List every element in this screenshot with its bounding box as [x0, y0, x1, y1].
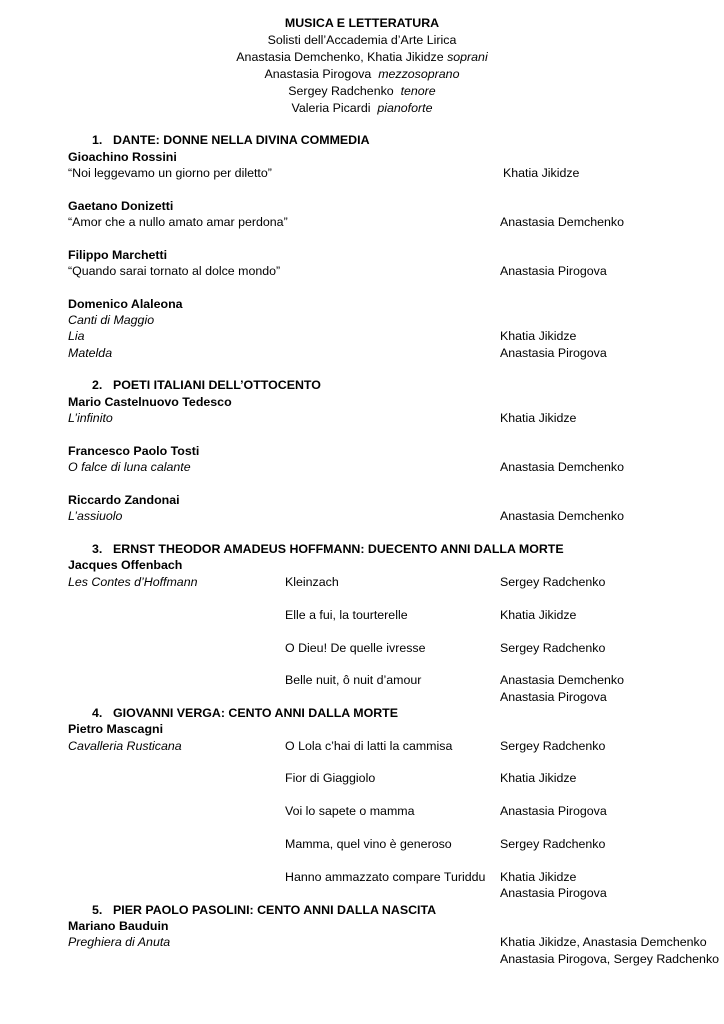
- section-number: 5.: [92, 903, 103, 917]
- opera-title: Les Contes d’Hoffmann: [68, 575, 198, 589]
- singer-name: Anastasia Demchenko: [500, 460, 624, 474]
- mezzo-line: [0, 66, 724, 83]
- singer-name: Anastasia Pirogova: [500, 346, 607, 360]
- program-subtitle: Solisti dell’Accademia d’Arte Lirica: [267, 33, 457, 47]
- singer-name: Khatia Jikidze: [500, 771, 577, 785]
- piano-name: Valeria Picardi: [291, 101, 371, 115]
- section-heading-5: [92, 902, 436, 919]
- section-heading-3: [92, 541, 564, 558]
- opera-title: Cavalleria Rusticana: [68, 739, 182, 753]
- aria-title: Elle a fui, la tourterelle: [285, 608, 408, 622]
- singer-name: Khatia Jikidze: [500, 608, 577, 622]
- program-title: MUSICA E LETTERATURA: [284, 16, 440, 30]
- section-number: 4.: [92, 706, 103, 720]
- aria-title: Voi lo sapete o mamma: [285, 804, 415, 818]
- singer-name: Anastasia Demchenko: [500, 509, 624, 523]
- singer-name: Anastasia Pirogova: [500, 886, 607, 900]
- composer-name: Mariano Bauduin: [68, 919, 169, 933]
- singer-name: Khatia Jikidze: [500, 870, 577, 884]
- section-title: GIOVANNI VERGA: CENTO ANNI DALLA MORTE: [113, 706, 398, 720]
- singer-name: Sergey Radchenko: [500, 641, 606, 655]
- singer-name: Anastasia Demchenko: [500, 215, 624, 229]
- aria-title: Fior di Giaggiolo: [285, 771, 376, 785]
- section-number: 3.: [92, 542, 103, 556]
- singer-name: Khatia Jikidze: [503, 166, 580, 180]
- composer-name: Mario Castelnuovo Tedesco: [68, 395, 232, 409]
- piece-title: “Noi leggevamo un giorno per diletto”: [68, 166, 272, 180]
- mezzo-role: mezzosoprano: [378, 67, 460, 81]
- composer-name: Francesco Paolo Tosti: [68, 444, 200, 458]
- piece-title: Matelda: [68, 346, 113, 360]
- singer-name: Sergey Radchenko: [500, 837, 606, 851]
- soprani-names: Anastasia Demchenko, Khatia Jikidze: [236, 50, 444, 64]
- aria-title: Mamma, quel vino è generoso: [285, 837, 452, 851]
- section-number: 1.: [92, 133, 103, 147]
- singer-name: Anastasia Pirogova, Sergey Radchenko: [500, 952, 720, 966]
- section-heading-1: [92, 132, 370, 149]
- piano-role: pianoforte: [377, 101, 433, 115]
- aria-title: O Lola c’hai di latti la cammisa: [285, 739, 453, 753]
- tenore-role: tenore: [400, 84, 436, 98]
- singer-name: Sergey Radchenko: [500, 575, 606, 589]
- section-number: 2.: [92, 378, 103, 392]
- soprani-role: soprani: [447, 50, 488, 64]
- section-title: DANTE: DONNE NELLA DIVINA COMMEDIA: [113, 133, 370, 147]
- singer-name: Anastasia Pirogova: [500, 804, 607, 818]
- mezzo-name: Anastasia Pirogova: [264, 67, 372, 81]
- composer-name: Riccardo Zandonai: [68, 493, 180, 507]
- aria-title: Belle nuit, ô nuit d’amour: [285, 673, 422, 687]
- singer-name: Khatia Jikidze: [500, 329, 577, 343]
- section-heading-2: [92, 377, 321, 394]
- singer-name: Anastasia Pirogova: [500, 690, 607, 704]
- piece-title: Preghiera di Anuta: [68, 935, 171, 949]
- singer-name: Anastasia Pirogova: [500, 264, 607, 278]
- singer-name: Anastasia Demchenko: [500, 673, 624, 687]
- composer-name: Pietro Mascagni: [68, 722, 164, 736]
- singer-name: Sergey Radchenko: [500, 739, 606, 753]
- piece-title: O falce di luna calante: [68, 460, 191, 474]
- section-title: PIER PAOLO PASOLINI: CENTO ANNI DALLA NASCITA: [113, 903, 437, 917]
- composer-name: Gioachino Rossini: [68, 150, 177, 164]
- aria-title: O Dieu! De quelle ivresse: [285, 641, 426, 655]
- section-title: ERNST THEODOR AMADEUS HOFFMANN: DUECENTO ANNI DALLA MORTE: [113, 542, 564, 556]
- singer-name: Khatia Jikidze: [500, 411, 577, 425]
- piece-title: L’assiuolo: [68, 509, 123, 523]
- program-header: [0, 15, 724, 117]
- piece-title: Lia: [68, 329, 85, 343]
- composer-name: Gaetano Donizetti: [68, 199, 174, 213]
- aria-title: Kleinzach: [285, 575, 339, 589]
- tenore-line: [0, 83, 724, 100]
- section-title: POETI ITALIANI DELL’OTTOCENTO: [113, 378, 321, 392]
- section-heading-4: [92, 705, 398, 722]
- piece-title: L’infinito: [68, 411, 113, 425]
- composer-name: Filippo Marchetti: [68, 248, 168, 262]
- singer-name: Khatia Jikidze, Anastasia Demchenko: [500, 935, 707, 949]
- piano-line: [0, 100, 724, 117]
- aria-title: Hanno ammazzato compare Turiddu: [285, 870, 486, 884]
- piece-title: “Amor che a nullo amato amar perdona”: [68, 215, 288, 229]
- composer-name: Domenico Alaleona: [68, 297, 183, 311]
- composer-name: Jacques Offenbach: [68, 558, 183, 572]
- work-title: Canti di Maggio: [68, 313, 155, 327]
- piece-title: “Quando sarai tornato al dolce mondo”: [68, 264, 281, 278]
- tenore-name: Sergey Radchenko: [288, 84, 394, 98]
- soprani-line: [0, 49, 724, 66]
